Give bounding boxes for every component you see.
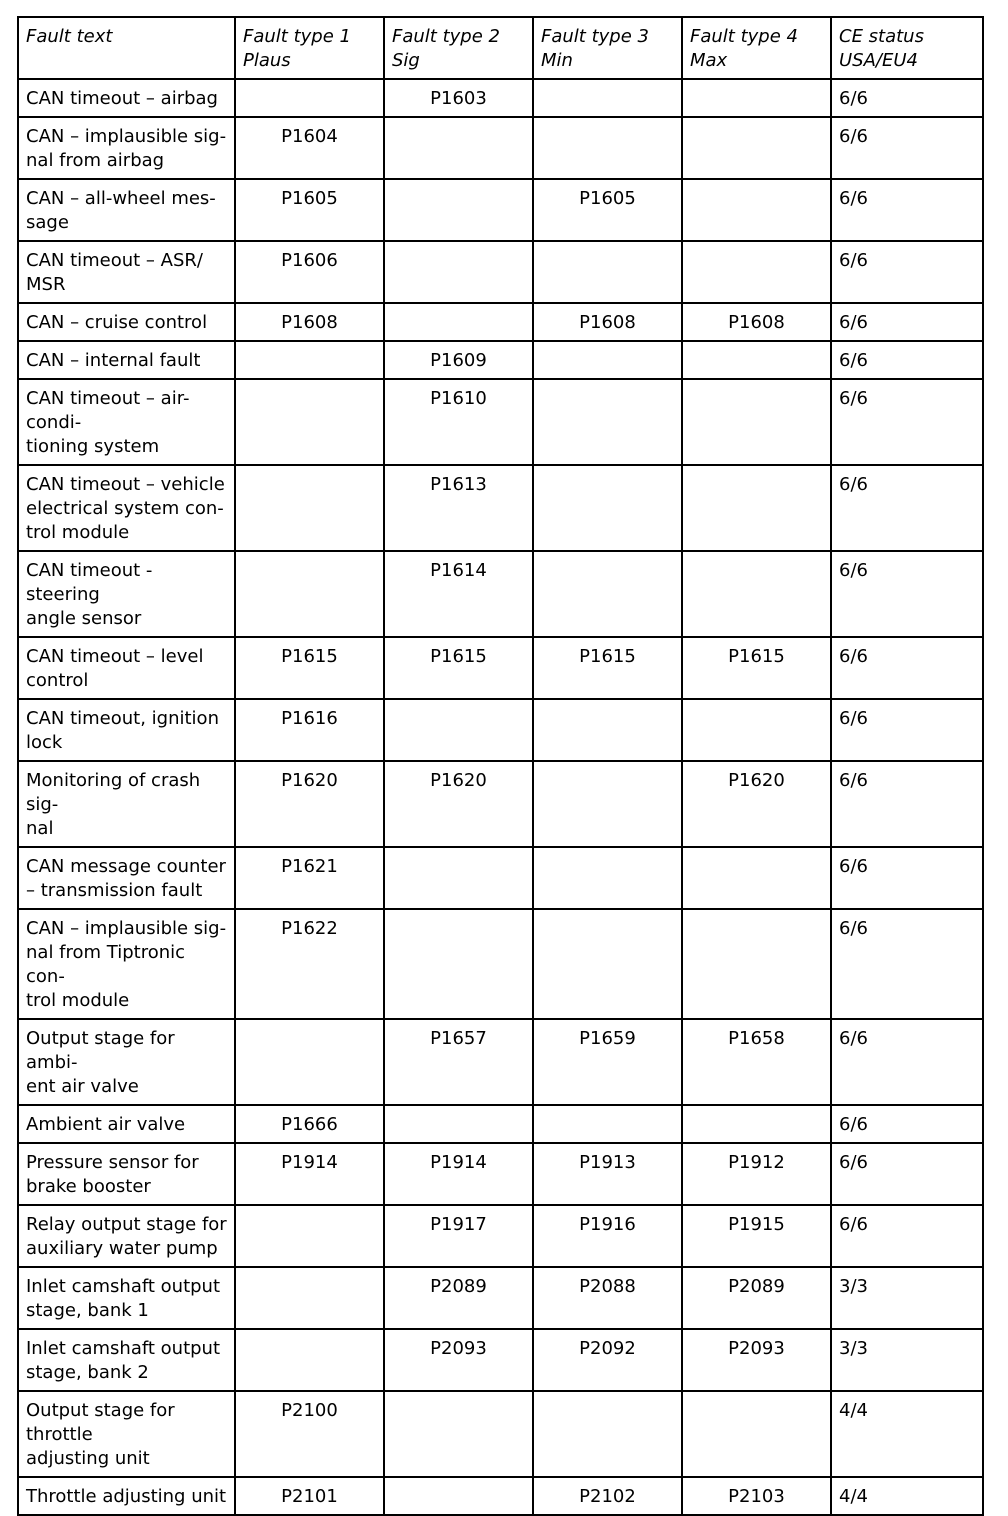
fault-type-3-cell bbox=[533, 1105, 682, 1143]
fault-type-3-cell bbox=[533, 79, 682, 117]
fault-text-cell bbox=[18, 379, 235, 465]
fault-text-line: CAN – cruise control bbox=[26, 312, 208, 333]
fault-code-table bbox=[17, 16, 984, 1516]
table-row bbox=[18, 699, 983, 761]
fault-type-3-cell bbox=[533, 847, 682, 909]
fault-type-4-cell: P2093 bbox=[682, 1329, 831, 1391]
ce-status-cell: 6/6 bbox=[831, 241, 983, 303]
fault-type-2-cell bbox=[384, 1105, 533, 1143]
fault-text-line: auxiliary water pump bbox=[26, 1238, 218, 1259]
fault-type-4-cell: P1620 bbox=[682, 761, 831, 847]
fault-type-1-cell bbox=[235, 1019, 384, 1105]
fault-type-1-cell bbox=[235, 551, 384, 637]
fault-text-line: Output stage for throttle bbox=[26, 1400, 175, 1445]
fault-type-3-cell: P1659 bbox=[533, 1019, 682, 1105]
table-row bbox=[18, 909, 983, 1019]
fault-type-4-cell: P1915 bbox=[682, 1205, 831, 1267]
fault-type-3-cell bbox=[533, 465, 682, 551]
fault-type-2-cell bbox=[384, 1477, 533, 1515]
table-row bbox=[18, 1267, 983, 1329]
fault-text-line: stage, bank 2 bbox=[26, 1362, 149, 1383]
fault-type-3-cell: P2088 bbox=[533, 1267, 682, 1329]
fault-text-line: Inlet camshaft output bbox=[26, 1338, 221, 1359]
fault-type-4-cell bbox=[682, 1105, 831, 1143]
fault-type-1-cell: P2101 bbox=[235, 1477, 384, 1515]
fault-text-line: trol module bbox=[26, 522, 130, 543]
table-row bbox=[18, 465, 983, 551]
fault-text-line: CAN timeout - steering bbox=[26, 560, 153, 605]
fault-type-1-cell: P1622 bbox=[235, 909, 384, 1019]
fault-type-3-cell: P1913 bbox=[533, 1143, 682, 1205]
fault-text-line: Pressure sensor for bbox=[26, 1152, 199, 1173]
fault-text-line: Relay output stage for bbox=[26, 1214, 227, 1235]
fault-type-2-cell: P1614 bbox=[384, 551, 533, 637]
header-fault-type-2: Fault type 2 Sig bbox=[384, 17, 533, 79]
table-row bbox=[18, 117, 983, 179]
fault-type-1-cell: P2100 bbox=[235, 1391, 384, 1477]
header-fault-type-4: Fault type 4 Max bbox=[682, 17, 831, 79]
fault-type-1-cell: P1620 bbox=[235, 761, 384, 847]
fault-text-line: CAN – implausible sig- bbox=[26, 918, 227, 939]
fault-type-4-cell: P1615 bbox=[682, 637, 831, 699]
fault-type-3-cell: P2102 bbox=[533, 1477, 682, 1515]
fault-text-line: Monitoring of crash sig- bbox=[26, 770, 201, 815]
fault-type-4-cell bbox=[682, 847, 831, 909]
fault-type-1-cell bbox=[235, 79, 384, 117]
fault-text-cell bbox=[18, 699, 235, 761]
fault-type-3-cell bbox=[533, 117, 682, 179]
fault-text-line: brake booster bbox=[26, 1176, 151, 1197]
fault-type-4-cell: P1658 bbox=[682, 1019, 831, 1105]
table-row bbox=[18, 1019, 983, 1105]
fault-text-line: CAN – internal fault bbox=[26, 350, 201, 371]
fault-text-line: MSR bbox=[26, 274, 66, 295]
header-ce-status: CE status USA/EU4 bbox=[831, 17, 983, 79]
ce-status-cell: 6/6 bbox=[831, 1105, 983, 1143]
fault-text-line: – transmission fault bbox=[26, 880, 203, 901]
fault-type-2-cell bbox=[384, 241, 533, 303]
fault-type-3-cell bbox=[533, 341, 682, 379]
fault-text-line: lock bbox=[26, 732, 63, 753]
fault-type-1-cell: P1604 bbox=[235, 117, 384, 179]
fault-type-2-cell: P2089 bbox=[384, 1267, 533, 1329]
fault-type-3-cell bbox=[533, 909, 682, 1019]
table-row bbox=[18, 1143, 983, 1205]
table-row bbox=[18, 341, 983, 379]
fault-type-3-cell: P1615 bbox=[533, 637, 682, 699]
fault-type-4-cell: P2089 bbox=[682, 1267, 831, 1329]
fault-text-line: Ambient air valve bbox=[26, 1114, 186, 1135]
fault-text-line: CAN timeout – vehicle bbox=[26, 474, 225, 495]
fault-type-2-cell: P1603 bbox=[384, 79, 533, 117]
fault-type-2-cell: P1657 bbox=[384, 1019, 533, 1105]
table-row bbox=[18, 379, 983, 465]
fault-text-cell bbox=[18, 1019, 235, 1105]
table-row bbox=[18, 1105, 983, 1143]
fault-type-3-cell: P1608 bbox=[533, 303, 682, 341]
fault-type-2-cell bbox=[384, 1391, 533, 1477]
table-row bbox=[18, 551, 983, 637]
fault-type-2-cell bbox=[384, 847, 533, 909]
fault-text-cell bbox=[18, 241, 235, 303]
ce-status-cell: 6/6 bbox=[831, 341, 983, 379]
fault-type-4-cell bbox=[682, 551, 831, 637]
fault-text-line: CAN timeout, ignition bbox=[26, 708, 219, 729]
fault-text-line: CAN timeout – airbag bbox=[26, 88, 218, 109]
fault-text-line: CAN timeout – air-condi- bbox=[26, 388, 190, 433]
table-row bbox=[18, 1477, 983, 1515]
fault-type-1-cell: P1914 bbox=[235, 1143, 384, 1205]
ce-status-cell: 6/6 bbox=[831, 761, 983, 847]
ce-status-cell: 4/4 bbox=[831, 1477, 983, 1515]
ce-status-cell: 6/6 bbox=[831, 465, 983, 551]
fault-type-1-cell: P1608 bbox=[235, 303, 384, 341]
ce-status-cell: 6/6 bbox=[831, 699, 983, 761]
fault-text-line: Throttle adjusting unit bbox=[26, 1486, 227, 1507]
fault-text-line: tioning system bbox=[26, 436, 160, 457]
fault-type-1-cell bbox=[235, 1205, 384, 1267]
fault-text-line: electrical system con- bbox=[26, 498, 224, 519]
fault-type-2-cell bbox=[384, 909, 533, 1019]
table-row bbox=[18, 1391, 983, 1477]
table-row bbox=[18, 637, 983, 699]
fault-text-line: control bbox=[26, 670, 89, 691]
table-header-row bbox=[18, 17, 983, 79]
header-fault-text: Fault text bbox=[18, 17, 235, 79]
ce-status-cell: 3/3 bbox=[831, 1267, 983, 1329]
fault-type-2-cell: P1917 bbox=[384, 1205, 533, 1267]
header-fault-type-3: Fault type 3 Min bbox=[533, 17, 682, 79]
table-row bbox=[18, 79, 983, 117]
fault-type-4-cell bbox=[682, 909, 831, 1019]
fault-type-4-cell: P2103 bbox=[682, 1477, 831, 1515]
fault-type-2-cell: P1609 bbox=[384, 341, 533, 379]
fault-text-line: Output stage for ambi- bbox=[26, 1028, 175, 1073]
fault-text-line: sage bbox=[26, 212, 69, 233]
fault-text-line: trol module bbox=[26, 990, 130, 1011]
fault-type-4-cell bbox=[682, 341, 831, 379]
fault-text-line: CAN timeout – level bbox=[26, 646, 204, 667]
fault-type-4-cell: P1912 bbox=[682, 1143, 831, 1205]
fault-type-2-cell: P1620 bbox=[384, 761, 533, 847]
fault-text-cell bbox=[18, 1329, 235, 1391]
fault-text-cell bbox=[18, 1477, 235, 1515]
fault-type-4-cell bbox=[682, 699, 831, 761]
fault-text-cell bbox=[18, 761, 235, 847]
fault-text-line: Inlet camshaft output bbox=[26, 1276, 221, 1297]
fault-text-line: angle sensor bbox=[26, 608, 142, 629]
fault-text-line: nal from Tiptronic con- bbox=[26, 942, 186, 987]
fault-text-cell bbox=[18, 1391, 235, 1477]
fault-type-1-cell: P1666 bbox=[235, 1105, 384, 1143]
fault-type-3-cell: P1916 bbox=[533, 1205, 682, 1267]
fault-type-3-cell bbox=[533, 551, 682, 637]
fault-type-4-cell bbox=[682, 117, 831, 179]
table-row bbox=[18, 241, 983, 303]
fault-type-4-cell bbox=[682, 179, 831, 241]
fault-type-1-cell: P1606 bbox=[235, 241, 384, 303]
fault-text-cell bbox=[18, 551, 235, 637]
fault-text-cell bbox=[18, 1205, 235, 1267]
table-row bbox=[18, 303, 983, 341]
fault-text-cell bbox=[18, 637, 235, 699]
fault-type-4-cell bbox=[682, 241, 831, 303]
ce-status-cell: 4/4 bbox=[831, 1391, 983, 1477]
table-row bbox=[18, 761, 983, 847]
fault-text-cell bbox=[18, 179, 235, 241]
ce-status-cell: 6/6 bbox=[831, 1143, 983, 1205]
fault-type-3-cell bbox=[533, 1391, 682, 1477]
fault-type-4-cell bbox=[682, 1391, 831, 1477]
fault-text-cell bbox=[18, 79, 235, 117]
fault-type-1-cell bbox=[235, 379, 384, 465]
fault-type-4-cell bbox=[682, 465, 831, 551]
fault-type-4-cell bbox=[682, 379, 831, 465]
fault-text-line: nal from airbag bbox=[26, 150, 165, 171]
fault-type-2-cell: P1613 bbox=[384, 465, 533, 551]
fault-text-line: CAN message counter bbox=[26, 856, 226, 877]
fault-type-3-cell bbox=[533, 699, 682, 761]
table-row bbox=[18, 179, 983, 241]
ce-status-cell: 6/6 bbox=[831, 179, 983, 241]
ce-status-cell: 6/6 bbox=[831, 379, 983, 465]
fault-type-2-cell: P1615 bbox=[384, 637, 533, 699]
fault-type-3-cell bbox=[533, 379, 682, 465]
fault-type-1-cell: P1615 bbox=[235, 637, 384, 699]
header-fault-type-1: Fault type 1 Plaus bbox=[235, 17, 384, 79]
table-body bbox=[18, 79, 983, 1515]
fault-text-cell bbox=[18, 341, 235, 379]
table-row bbox=[18, 1329, 983, 1391]
table-row bbox=[18, 847, 983, 909]
fault-type-1-cell: P1605 bbox=[235, 179, 384, 241]
fault-type-2-cell: P1610 bbox=[384, 379, 533, 465]
ce-status-cell: 6/6 bbox=[831, 637, 983, 699]
fault-type-2-cell bbox=[384, 179, 533, 241]
fault-text-cell bbox=[18, 117, 235, 179]
fault-text-cell bbox=[18, 465, 235, 551]
fault-text-cell bbox=[18, 909, 235, 1019]
fault-text-line: nal bbox=[26, 818, 54, 839]
ce-status-cell: 6/6 bbox=[831, 1205, 983, 1267]
fault-text-cell bbox=[18, 847, 235, 909]
ce-status-cell: 3/3 bbox=[831, 1329, 983, 1391]
fault-type-3-cell: P1605 bbox=[533, 179, 682, 241]
ce-status-cell: 6/6 bbox=[831, 79, 983, 117]
fault-text-line: CAN timeout – ASR/ bbox=[26, 250, 203, 271]
ce-status-cell: 6/6 bbox=[831, 551, 983, 637]
fault-type-2-cell bbox=[384, 303, 533, 341]
fault-text-cell bbox=[18, 1143, 235, 1205]
fault-type-1-cell bbox=[235, 1267, 384, 1329]
fault-type-2-cell: P2093 bbox=[384, 1329, 533, 1391]
fault-type-2-cell bbox=[384, 117, 533, 179]
fault-type-1-cell: P1621 bbox=[235, 847, 384, 909]
fault-type-3-cell bbox=[533, 761, 682, 847]
fault-type-1-cell bbox=[235, 341, 384, 379]
fault-text-cell bbox=[18, 1105, 235, 1143]
table-row bbox=[18, 1205, 983, 1267]
fault-type-4-cell bbox=[682, 79, 831, 117]
ce-status-cell: 6/6 bbox=[831, 117, 983, 179]
fault-text-cell bbox=[18, 1267, 235, 1329]
ce-status-cell: 6/6 bbox=[831, 303, 983, 341]
ce-status-cell: 6/6 bbox=[831, 909, 983, 1019]
fault-type-4-cell: P1608 bbox=[682, 303, 831, 341]
ce-status-cell: 6/6 bbox=[831, 1019, 983, 1105]
fault-text-line: CAN – implausible sig- bbox=[26, 126, 227, 147]
fault-text-cell bbox=[18, 303, 235, 341]
fault-type-1-cell bbox=[235, 465, 384, 551]
fault-text-line: ent air valve bbox=[26, 1076, 139, 1097]
fault-text-line: stage, bank 1 bbox=[26, 1300, 149, 1321]
fault-text-line: CAN – all-wheel mes- bbox=[26, 188, 216, 209]
fault-type-3-cell bbox=[533, 241, 682, 303]
fault-type-3-cell: P2092 bbox=[533, 1329, 682, 1391]
fault-type-1-cell: P1616 bbox=[235, 699, 384, 761]
fault-text-line: adjusting unit bbox=[26, 1448, 150, 1469]
fault-type-2-cell: P1914 bbox=[384, 1143, 533, 1205]
fault-type-1-cell bbox=[235, 1329, 384, 1391]
fault-type-2-cell bbox=[384, 699, 533, 761]
ce-status-cell: 6/6 bbox=[831, 847, 983, 909]
